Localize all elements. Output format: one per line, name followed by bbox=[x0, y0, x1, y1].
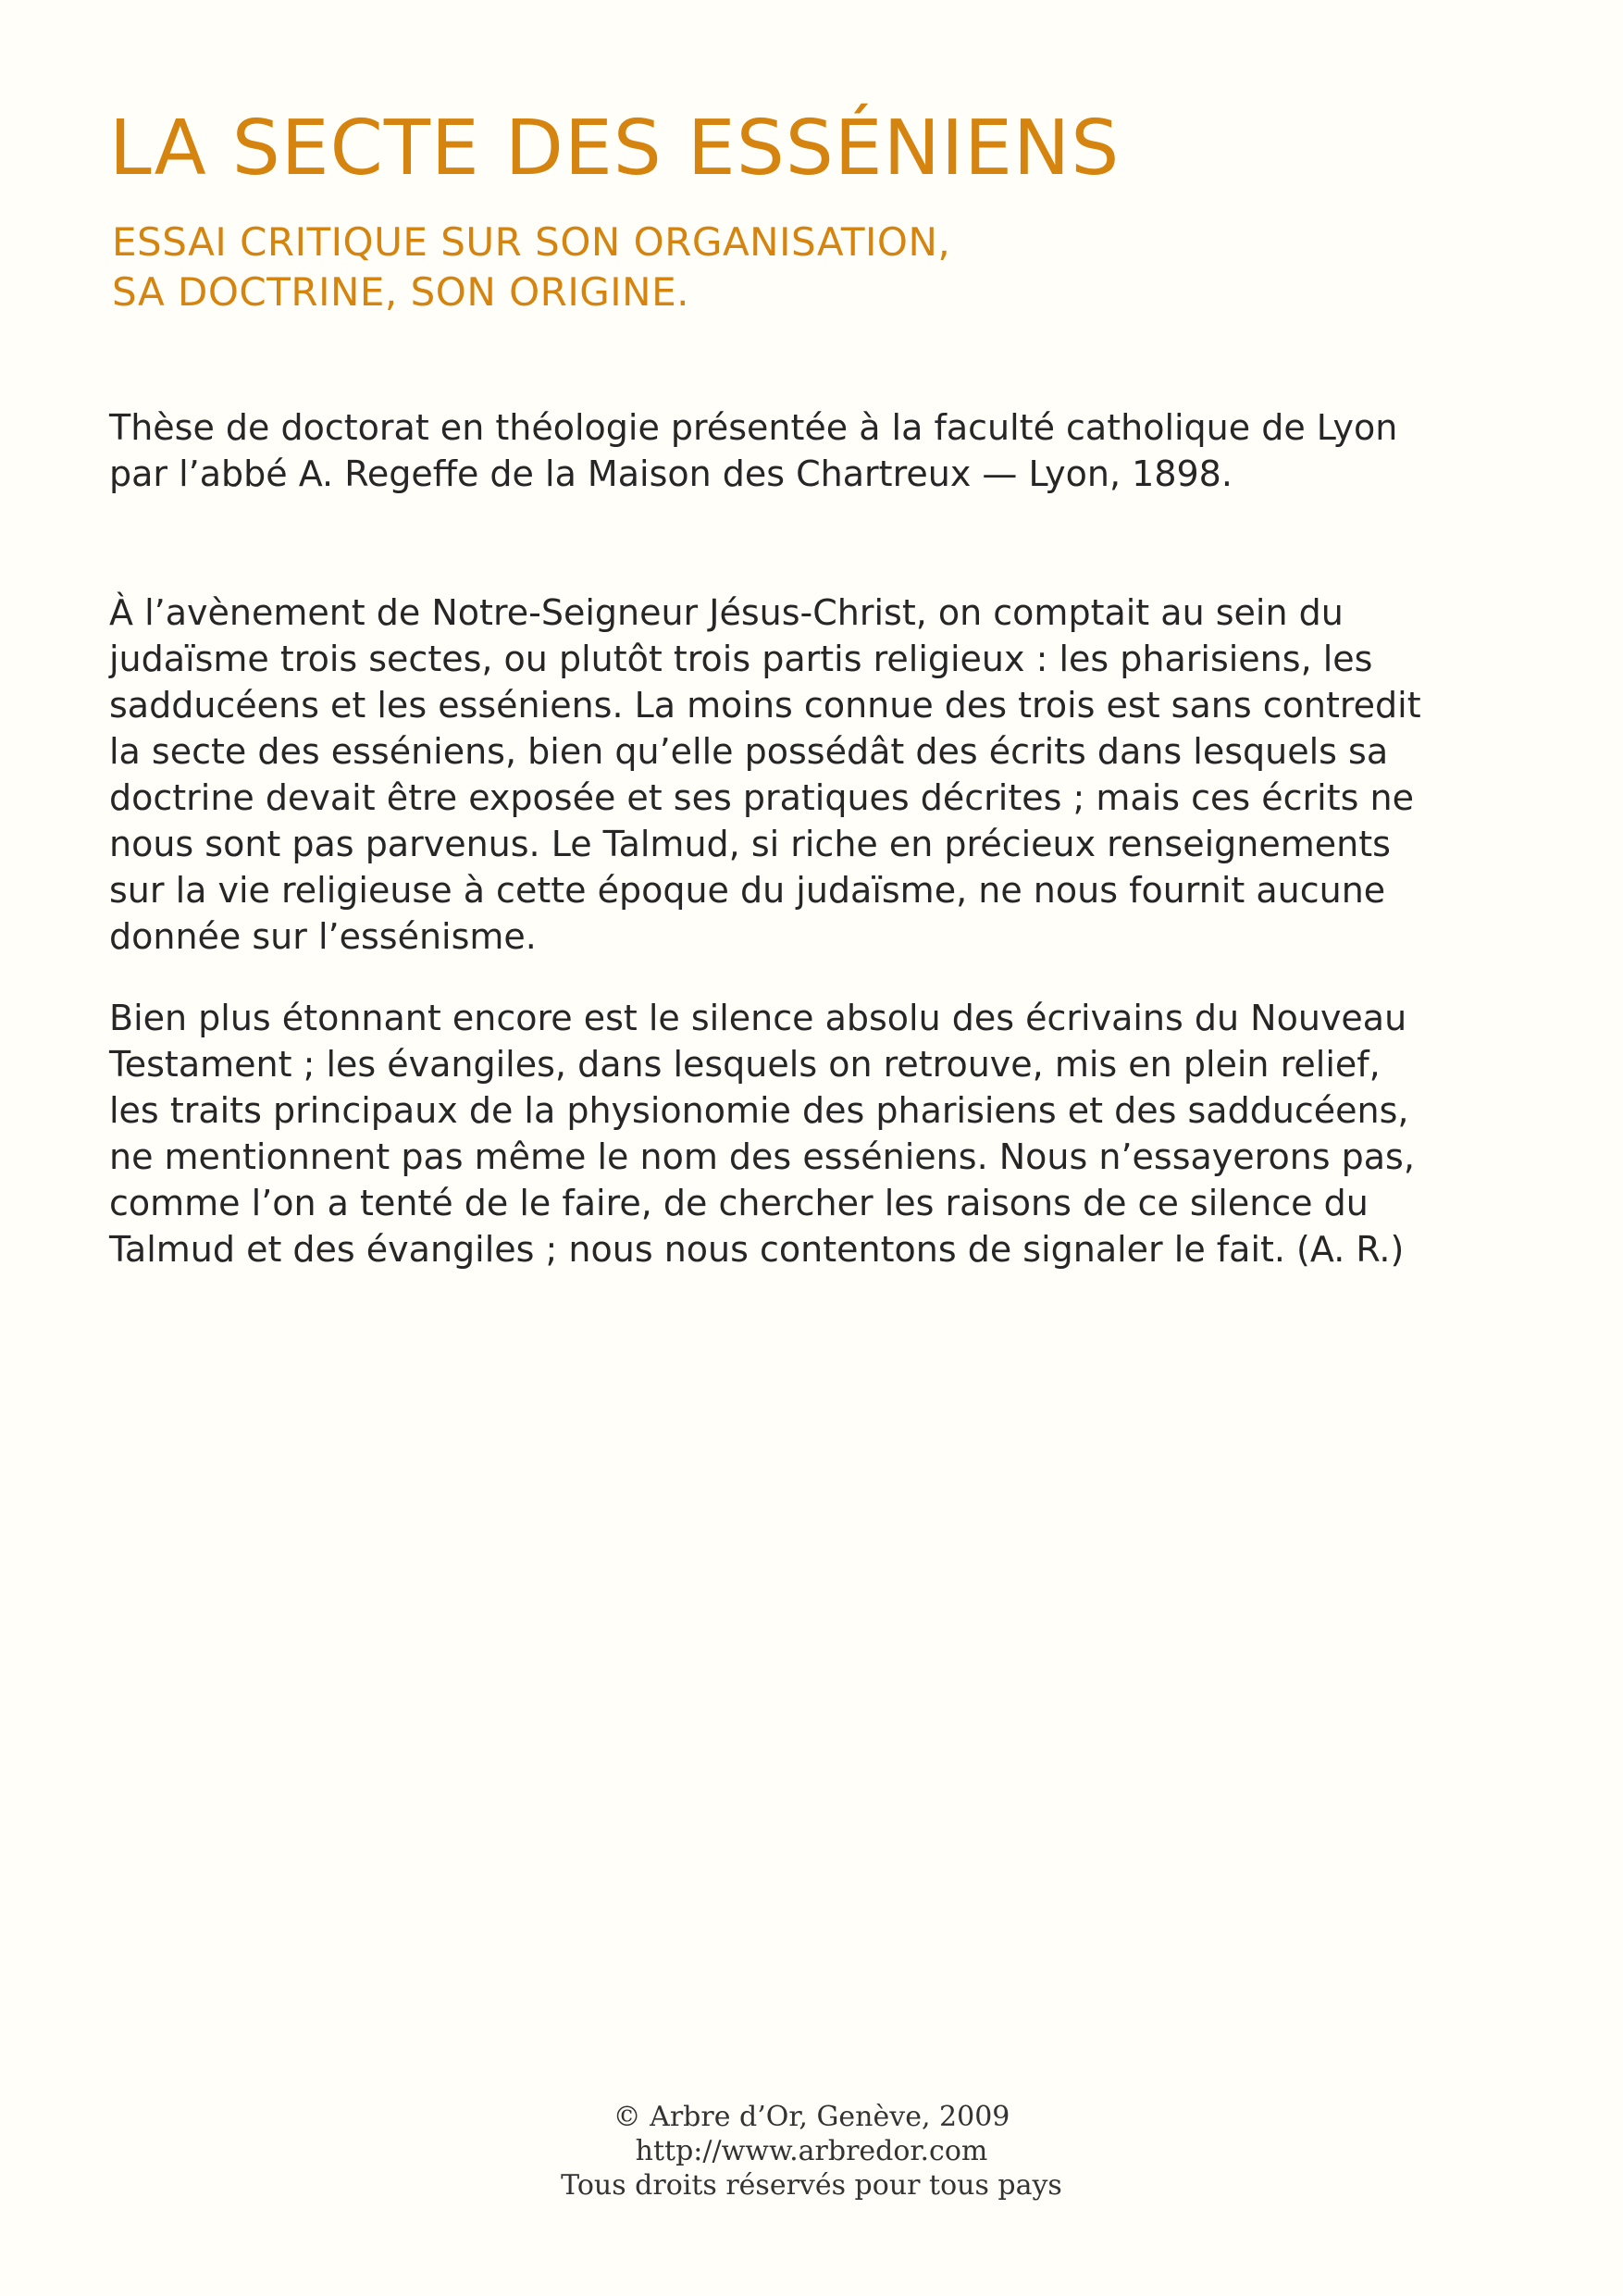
intro-line: par l’abbé A. Regeffe de la Maison des Chartreux — Lyon, 1898. bbox=[109, 453, 1233, 494]
paragraph-line: les traits principaux de la physionomie des pharisiens et des sadducéens, bbox=[109, 1090, 1409, 1131]
subtitle-line: SA DOCTRINE, SON ORIGINE. bbox=[112, 269, 689, 315]
paragraph-line: doctrine devait être exposée et ses pratiques décrites ; mais ces écrits ne bbox=[109, 777, 1414, 818]
page-title: LA SECTE DES ESSÉNIENS bbox=[109, 105, 1121, 192]
intro-line: Thèse de doctorat en théologie présentée à la faculté catholique de Lyon bbox=[109, 407, 1398, 448]
paragraph-line: sadducéens et les esséniens. La moins connue des trois est sans contredit bbox=[109, 685, 1421, 726]
paragraph-line: Talmud et des évangiles ; nous nous contentons de signaler le fait. (A. R.) bbox=[109, 1229, 1405, 1270]
paragraph-line: judaïsme trois sectes, ou plutôt trois partis religieux : les pharisiens, les bbox=[109, 639, 1373, 679]
paragraph-line: sur la vie religieuse à cette époque du judaïsme, ne nous fournit aucune bbox=[109, 870, 1386, 911]
copyright-footer bbox=[0, 2100, 1623, 2203]
subtitle-line: ESSAI CRITIQUE SUR SON ORGANISATION, bbox=[112, 219, 951, 265]
thesis-intro bbox=[109, 404, 1525, 497]
rights-line: Tous droits réservés pour tous pays bbox=[561, 2169, 1062, 2202]
paragraph-line: la secte des esséniens, bien qu’elle possédât des écrits dans lesquels sa bbox=[109, 731, 1389, 772]
paragraph-line: Bien plus étonnant encore est le silence absolu des écrivains du Nouveau bbox=[109, 998, 1407, 1038]
body-paragraph-2 bbox=[109, 995, 1525, 1272]
paragraph-line: ne mentionnent pas même le nom des esséniens. Nous n’essayerons pas, bbox=[109, 1136, 1415, 1177]
paragraph-line: À l’avènement de Notre-Seigneur Jésus-Christ, on comptait au sein du bbox=[109, 592, 1344, 633]
page-subtitle bbox=[112, 217, 950, 317]
copyright-line: © Arbre d’Or, Genève, 2009 bbox=[613, 2101, 1010, 2133]
paragraph-line: Testament ; les évangiles, dans lesquels on retrouve, mis en plein relief, bbox=[109, 1044, 1381, 1085]
body-paragraph-1 bbox=[109, 590, 1525, 960]
website-url[interactable]: http://www.arbredor.com bbox=[635, 2135, 988, 2167]
paragraph-line: comme l’on a tenté de le faire, de chercher les raisons de ce silence du bbox=[109, 1183, 1369, 1223]
paragraph-line: nous sont pas parvenus. Le Talmud, si riche en précieux renseignements bbox=[109, 824, 1391, 864]
paragraph-line: donnée sur l’essénisme. bbox=[109, 916, 537, 957]
